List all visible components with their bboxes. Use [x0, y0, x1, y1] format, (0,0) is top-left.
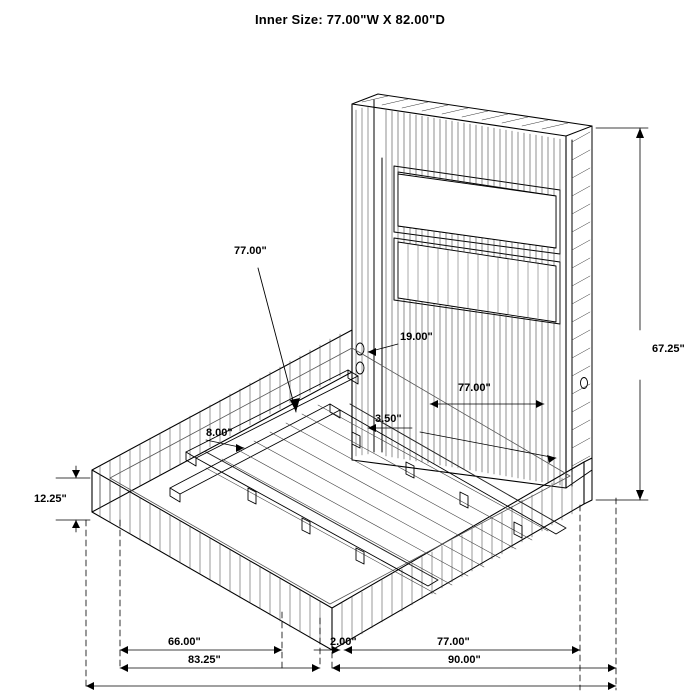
extension-lines: [86, 498, 616, 690]
dim-19-line: [368, 344, 398, 356]
dim-label-headboard-width: 77.00": [234, 245, 267, 257]
dim-label-interior-length: 66.00": [168, 636, 201, 648]
headboard-right-return: [572, 132, 590, 466]
dim-label-overall-height: 67.25": [652, 343, 685, 355]
dim-77-interior-line: [430, 400, 544, 408]
rail-lower-left-channels: [100, 474, 320, 644]
headboard-right-post-hole: [581, 378, 588, 389]
dim-label-overall-length-left: 83.25": [188, 654, 221, 666]
page-title: Inner Size: 77.00"W X 82.00"D: [254, 12, 446, 27]
dim-label-deck-height: 12.25": [34, 493, 67, 505]
bed-frame-rails: [92, 330, 592, 650]
dim-6725: [596, 128, 648, 500]
dim-label-footboard-thickness: 2.00": [330, 636, 357, 648]
headboard-panel-masks: [398, 174, 556, 322]
dim-350-line: [368, 424, 412, 432]
dim-label-overall-width: 90.00": [448, 654, 481, 666]
rail-front-right-channels: [342, 472, 572, 645]
dim-row-3-baseline: [86, 682, 616, 690]
headboard-top-edge-channels: [362, 96, 568, 129]
dim-label-overall-depth: 77.00": [437, 636, 470, 648]
headboard-hardware-holes: [356, 343, 364, 374]
dim-label-slat-thickness: 3.50": [375, 413, 402, 425]
leader-77-headboard: [258, 268, 300, 412]
headboard-left-stile-channels: [356, 106, 368, 456]
dim-label-slat-span: 77.00": [458, 382, 491, 394]
dim-label-rail-inner-height: 8.00": [206, 427, 233, 439]
dim-label-lower-panel-height: 19.00": [400, 331, 433, 343]
slat-deck: [110, 348, 570, 604]
rail-left-channels: [100, 334, 340, 508]
